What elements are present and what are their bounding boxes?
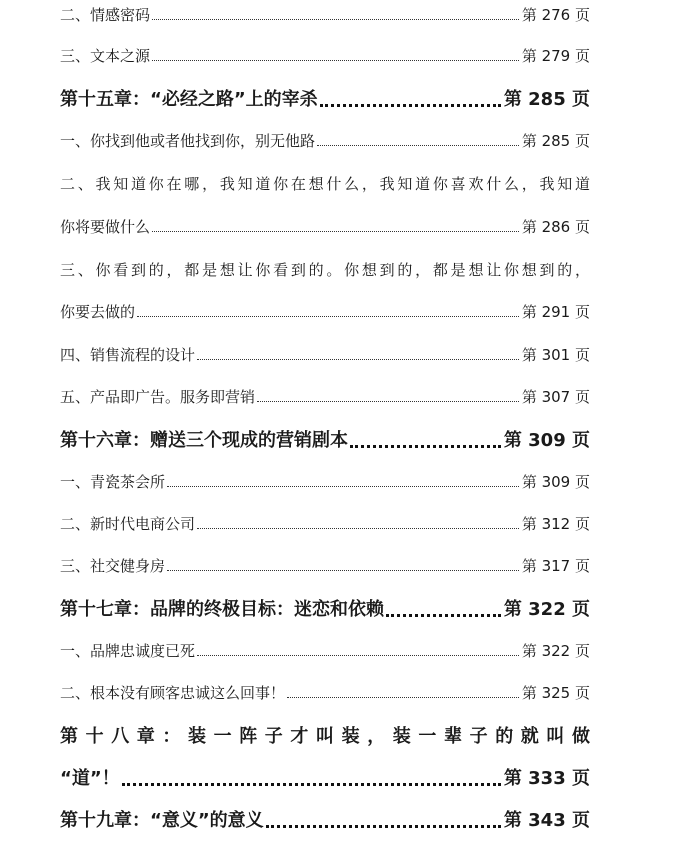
dot-leader: [152, 18, 519, 21]
toc-entry-page: 第 309 页: [521, 473, 590, 491]
toc-entry-page: 第 301 页: [521, 346, 590, 364]
dot-leader: [197, 358, 519, 361]
dot-leader: [320, 102, 501, 107]
dot-leader: [257, 400, 519, 403]
toc-entry: [60, 471, 590, 492]
toc-entry-title-line: 三、你看到的，都是想让你看到的。你想到的，都是想让你想到的，: [60, 261, 590, 279]
toc-entry-title: 第十七章：品牌的终极目标：迷恋和依赖: [60, 599, 384, 620]
toc-entry-page: 第 312 页: [521, 515, 590, 533]
toc-entry-title: 四、销售流程的设计: [60, 346, 196, 364]
dot-leader: [287, 696, 519, 699]
dot-leader: [167, 485, 519, 488]
toc-entry-page: 第 309 页: [503, 430, 590, 451]
toc-chapter-entry: [60, 764, 590, 790]
toc-entry-page: 第 307 页: [521, 388, 590, 406]
toc-entry-title: 二、新时代电商公司: [60, 515, 196, 533]
toc-chapter-entry: [60, 85, 590, 111]
dot-leader: [122, 781, 501, 786]
toc-entry-title: 你将要做什么: [60, 218, 151, 236]
toc-entry-page: 第 285 页: [521, 132, 590, 150]
toc-entry-title: 一、品牌忠诚度已死: [60, 642, 196, 660]
dot-leader: [386, 612, 501, 617]
toc-entry-title: 你要去做的: [60, 303, 136, 321]
dot-leader: [197, 654, 519, 657]
toc-entry-page: 第 343 页: [503, 810, 590, 831]
toc-chapter-entry: [60, 595, 590, 621]
toc-entry-page: 第 286 页: [521, 218, 590, 236]
toc-entry-title: 第十五章：“必经之路”上的宰杀: [60, 89, 318, 110]
toc-entry-page: 第 276 页: [521, 6, 590, 24]
toc-entry-title: 五、产品即广告。服务即营销: [60, 388, 256, 406]
toc-entry-page: 第 279 页: [521, 47, 590, 65]
dot-leader: [266, 823, 501, 828]
dot-leader: [317, 144, 519, 147]
toc-entry-title: 三、文本之源: [60, 47, 151, 65]
toc-entry-title: 三、社交健身房: [60, 557, 166, 575]
toc-entry-page: 第 325 页: [521, 684, 590, 702]
dot-leader: [152, 230, 519, 233]
toc-entry-page: 第 322 页: [503, 599, 590, 620]
toc-entry-title: 二、情感密码: [60, 6, 151, 24]
toc-entry: [60, 45, 590, 66]
toc-chapter-title-line: 第十八章：装一阵子才叫装，装一辈子的就叫做: [60, 726, 590, 747]
toc-entry-title-line: 二、我知道你在哪，我知道你在想什么，我知道你喜欢什么，我知道: [60, 175, 590, 193]
dot-leader: [197, 527, 519, 530]
toc-chapter-entry: [60, 426, 590, 452]
toc-entry: [60, 386, 590, 407]
toc-entry: [60, 513, 590, 534]
toc-entry: [60, 682, 590, 703]
toc-entry: [60, 301, 590, 322]
dot-leader: [152, 59, 519, 62]
dot-leader: [137, 315, 519, 318]
toc-entry-page: 第 291 页: [521, 303, 590, 321]
toc-entry: [60, 555, 590, 576]
toc-entry-page: 第 322 页: [521, 642, 590, 660]
dot-leader: [167, 569, 519, 572]
toc-entry: [60, 4, 590, 25]
toc-entry: [60, 216, 590, 237]
toc-chapter-entry: [60, 806, 590, 832]
toc-entry: [60, 640, 590, 661]
toc-entry-title: 一、青瓷茶会所: [60, 473, 166, 491]
toc-entry: [60, 344, 590, 365]
toc-entry-page: 第 285 页: [503, 89, 590, 110]
toc-entry: [60, 130, 590, 151]
toc-entry-title: 第十六章：赠送三个现成的营销剧本: [60, 430, 348, 451]
toc-entry-title: 第十九章：“意义”的意义: [60, 810, 264, 831]
toc-entry-page: 第 317 页: [521, 557, 590, 575]
dot-leader: [350, 443, 501, 448]
toc-entry-page: 第 333 页: [503, 768, 590, 789]
toc-entry-title: “道”！: [60, 768, 120, 789]
toc-entry-title: 二、根本没有顾客忠诚这么回事！: [60, 684, 286, 702]
toc-entry-title: 一、你找到他或者他找到你，别无他路: [60, 132, 316, 150]
